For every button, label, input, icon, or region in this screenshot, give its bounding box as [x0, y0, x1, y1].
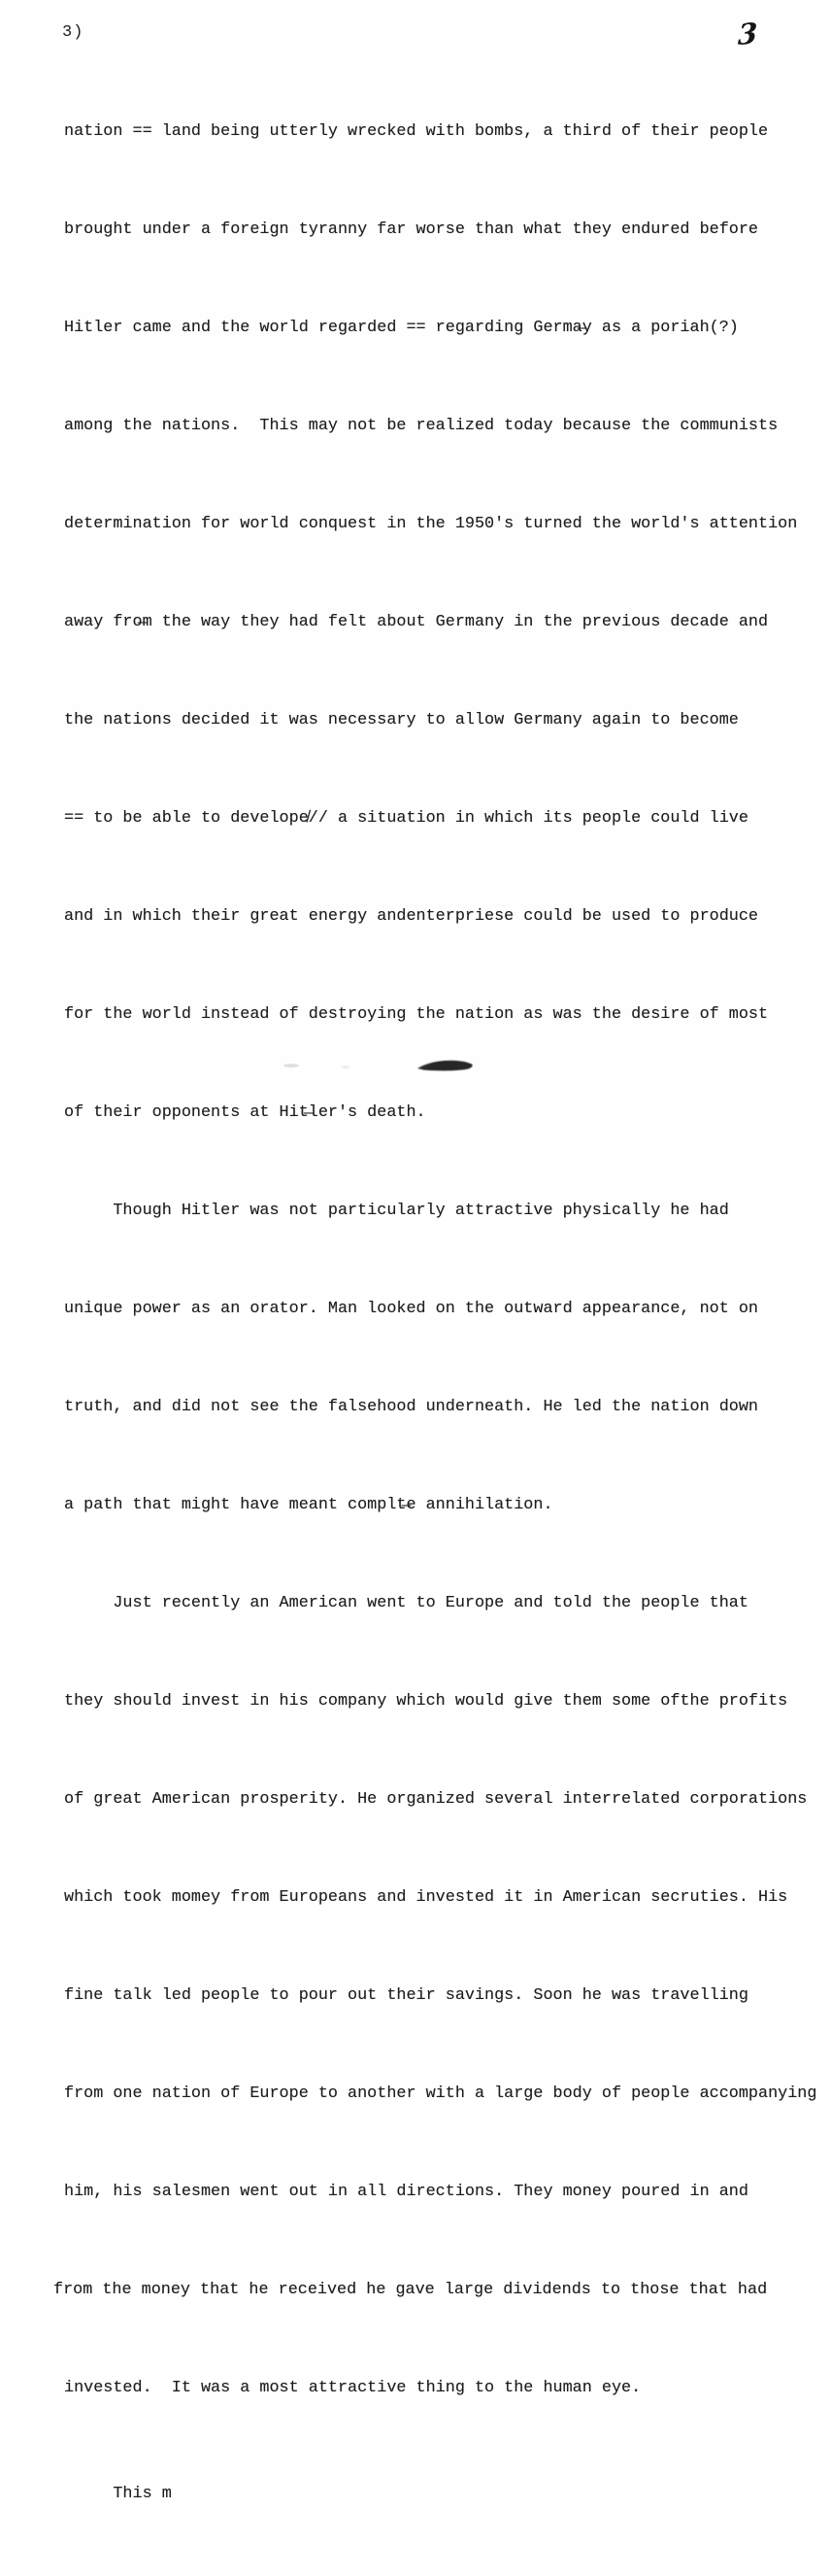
text-line: of their opponents at Hit̶ler's death. [64, 1103, 426, 1122]
text-line: determination for world conquest in the 1950's turned the world's attention [64, 515, 798, 534]
faint-smudge [342, 1066, 349, 1068]
text-line: among the nations. This may not be realized today because the communists [64, 417, 779, 436]
text-line: him, his salesmen went out in all directions. They money poured in and [64, 2182, 748, 2201]
text-line: == to be able to develope̸// a situation in which its people could live [64, 809, 748, 829]
text-line: of great American prosperity. He organized several interrelated corporations [64, 1789, 808, 1809]
text-line: and in which their great energy andenterpriese could be used to produce [64, 907, 758, 927]
faint-smudge [283, 1064, 299, 1068]
text-line: truth, and did not see the falsehood underneath. He led the nation down [64, 1397, 758, 1416]
text-line: This m [64, 2484, 172, 2503]
typed-page-label: 3) [62, 23, 84, 42]
text-line: Though Hitler was not particularly attractive physically he had [64, 1201, 729, 1220]
text-line: Just recently an American went to Europe and told the people that [64, 1593, 748, 1612]
text-line: for the world instead of destroying the nation as was the desire of most [64, 1005, 769, 1025]
text-line: Hitler came and the world regarded == regarding Germa̶y as a poriah(?) [64, 319, 739, 338]
text-line: brought under a foreign tyranny far worse than what they endured before [64, 220, 758, 240]
typewritten-body [53, 51, 831, 2576]
text-line: invested. It was a most attractive thing to the human eye. [64, 2378, 642, 2397]
text-line: the nations decided it was necessary to allow Germany again to become [64, 711, 739, 730]
ink-smudge [417, 1059, 474, 1070]
text-line: unique power as an orator. Man looked on the outward appearance, not on [64, 1299, 758, 1318]
text-line: which took momey from Europeans and invested it in American secruties. His [64, 1887, 788, 1907]
text-line: nation == land being utterly wrecked with bombs, a third of their people [64, 122, 769, 142]
text-line: from the money that he received he gave large dividends to those that had [53, 2280, 768, 2299]
text-line: from one nation of Europe to another with a large body of people accompanying [64, 2084, 817, 2103]
text-line: fine talk led people to pour out their savings. Soon he was travelling [64, 1985, 748, 2005]
text-line: they should invest in his company which would give them some ofthe profits [64, 1691, 788, 1711]
handwritten-page-number: 3 [737, 16, 758, 52]
text-line: away fro̶m the way they had felt about Germany in the previous decade and [64, 613, 769, 632]
text-line: a path that might have meant complt̶e annihilation. [64, 1495, 553, 1514]
